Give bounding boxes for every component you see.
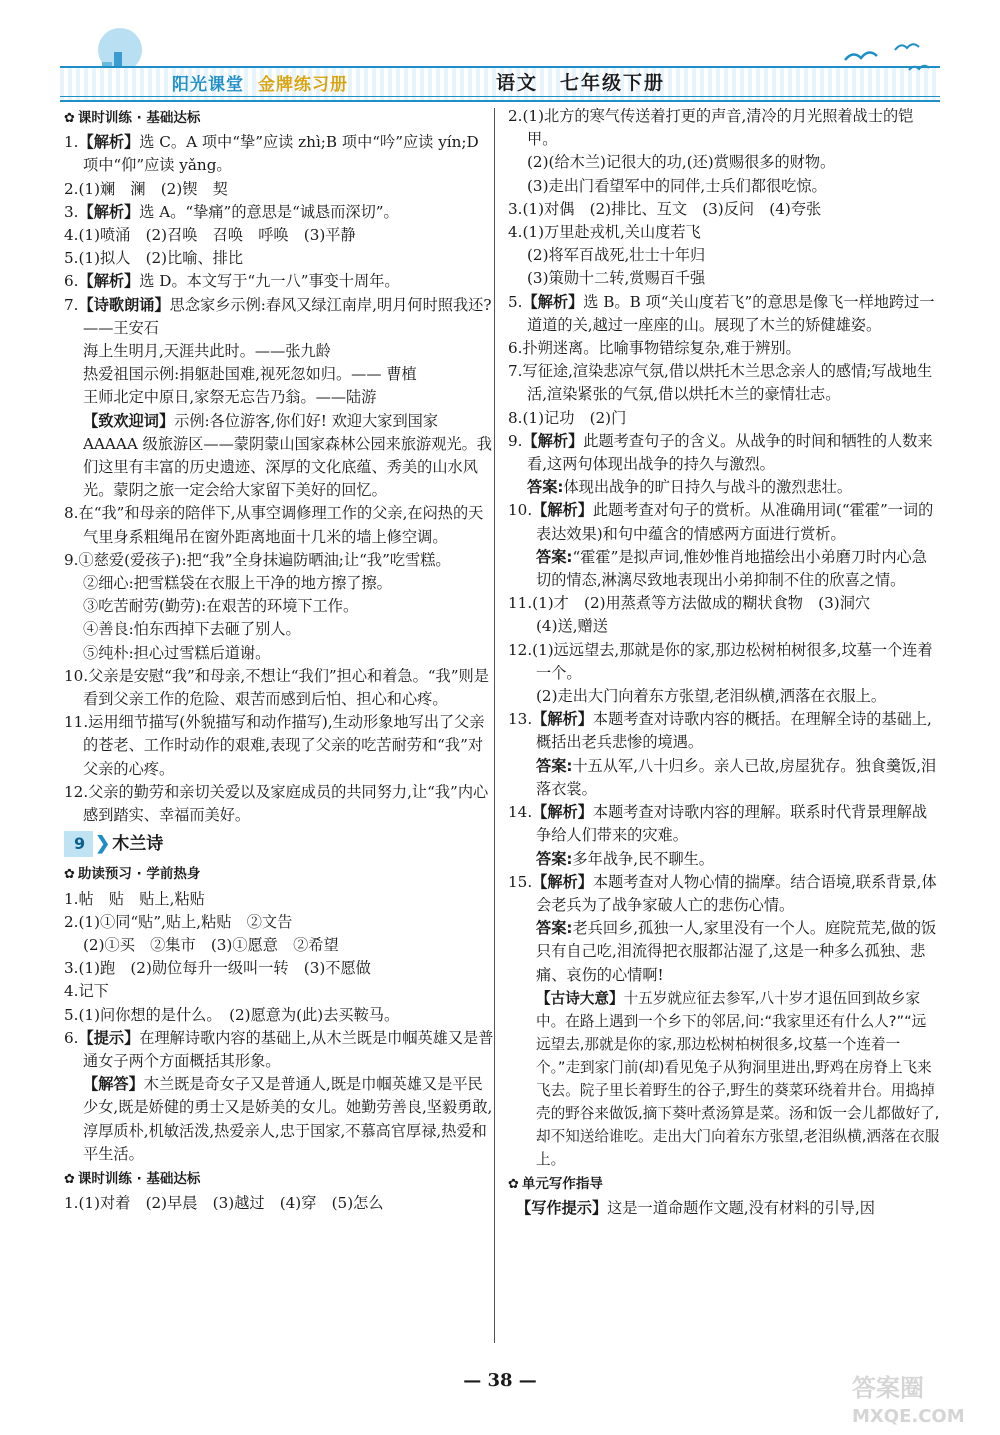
answer-item: 14.【解析】本题考查对诗歌内容的理解。联系时代背景理解战争给人们带来的灾难。 xyxy=(508,803,928,845)
answer-item: 2.(1)北方的寒气传送着打更的声音,清冷的月光照着战士的铠甲。 xyxy=(508,107,914,149)
left-column xyxy=(64,105,496,1215)
answer-line: 【解答】木兰既是奇女子又是普通人,既是巾帼英雄又是平民少女,既是娇健的勇士又是娇美的女儿。她勤劳善良,坚毅勇敢,淳厚质朴,机敏活泼,热爱亲人,忠于国家,不慕高官厚禄,热爱和平生活。 xyxy=(83,1075,493,1163)
answer-item: 4.(1)万里赴戎机,关山度若飞 xyxy=(508,223,701,242)
answer-item: 8.(1)记功 (2)门 xyxy=(508,408,627,427)
answer-line: ③吃苦耐劳(勤劳):在艰苦的环境下工作。 xyxy=(83,597,359,616)
answer-item: 6.【提示】在理解诗歌内容的基础上,从木兰既是巾帼英雄又是普通女子两个方面概括其形象。 xyxy=(64,1028,494,1070)
answer-line: 答案:“霍霍”是拟声词,惟妙惟肖地描绘出小弟磨刀时内心急切的情态,淋漓尽致地表现出小弟抑制不住的欣喜之情。 xyxy=(536,547,927,590)
answer-line: 【致欢迎词】示例:各位游客,你们好! 欢迎大家到国家 AAAAA 级旅游区——蒙阴蒙山国家森林公园来旅游观光。我们这里有丰富的历史遗迹、深厚的文化底蕴、秀美的山水风光。蒙阴之旅一定会给大家留下美好的回忆。 xyxy=(83,411,492,500)
lesson-header xyxy=(64,831,496,859)
answer-item: 6.扑朔迷离。比喻事物错综复杂,难于辨别。 xyxy=(508,339,801,358)
answer-item: 1.(1)对着 (2)早晨 (3)越过 (4)穿 (5)怎么 xyxy=(64,1194,384,1213)
answer-line: 答案:多年战争,民不聊生。 xyxy=(536,849,714,868)
page-header xyxy=(60,18,940,98)
svg-text:MXQE.COM: MXQE.COM xyxy=(852,1406,965,1427)
answer-line: ②细心:把雪糕袋在衣服上干净的地方擦了擦。 xyxy=(83,574,392,593)
answer-item: 3.(1)跑 (2)勋位每升一级叫一转 (3)不愿做 xyxy=(64,959,371,978)
answer-item: 15.【解析】本题考查对人物心情的揣摩。结合语境,联系背景,体会老兵为了战争家破人亡的悲伤心情。 xyxy=(508,872,937,914)
answer-line: 热爱祖国示例:捐躯赴国难,视死忽如归。—— 曹植 xyxy=(83,365,417,384)
answer-line: (3)策勋十二转,赏赐百千强 xyxy=(527,269,706,288)
answer-line: (3)走出门看望军中的同伴,士兵们都很吃惊。 xyxy=(527,176,827,195)
subject-grade: 语文 七年级下册 xyxy=(496,72,666,94)
answer-item: 1.帖 贴 贴上,粘贴 xyxy=(64,889,205,908)
answer-item: 11.(1)才 (2)用蒸煮等方法做成的糊状食物 (3)洞穴 xyxy=(508,594,871,613)
answer-item: 8.在“我”和母亲的陪伴下,从事空调修理工作的父亲,在闷热的天气里身系粗绳吊在窗外距离地面十几米的墙上修空调。 xyxy=(64,504,484,546)
answer-line: (2)①买 ②集市 (3)①愿意 ②希望 xyxy=(83,935,339,954)
right-column xyxy=(508,105,940,1220)
answer-item: 7.【诗歌朗诵】思念家乡示例:春风又绿江南岸,明月何时照我还? ——王安石 xyxy=(64,295,492,337)
poem-translation: 【古诗大意】十五岁就应征去参军,八十岁才退伍回到故乡家中。在路上遇到一个乡下的邻居,问:“我家里还有什么人?”“远远望去,那就是你的家,那边松树柏树很多,坟墓一个连着一个。”走到家门前(却)看见兔子从狗洞里进出,野鸡在房脊上飞来飞去。院子里长着野生的谷子,野生的葵菜环绕着井台。用捣掉壳的野谷来做饭,摘下葵叶煮汤算是菜。汤和饭一会儿都做好了,却不知送给谁吃。走出大门向着东方张望,老泪纵横,洒落在衣服上。 xyxy=(536,989,940,1168)
lesson-number: 9 xyxy=(64,831,93,857)
birds-icon xyxy=(835,38,935,78)
section-icon: ✿ xyxy=(64,1171,75,1187)
answer-item: 1.【解析】选 C。A 项中“挚”应读 zhì;B 项中“吟”应读 yín;D 项中“仰”应读 yǎng。 xyxy=(64,133,479,175)
series-title: 阳光课堂 金牌练习册 xyxy=(172,75,348,95)
answer-item: 2.(1)①同“贴”,贴上,粘贴 ②文告 xyxy=(64,912,293,931)
answer-item: 4.(1)喷涌 (2)召唤 召唤 呼唤 (3)平静 xyxy=(64,226,356,245)
answer-item: 13.【解析】本题考查对诗歌内容的概括。在理解全诗的基础上,概括出老兵悲惨的境遇。 xyxy=(508,710,932,752)
watermark-logo xyxy=(848,1368,988,1428)
answer-item: 9.①慈爱(爱孩子):把“我”全身抹遍防晒油;让“我”吃雪糕。 xyxy=(64,550,451,569)
answer-item: 3.【解析】选 A。“挚痛”的意思是“诚恳而深切”。 xyxy=(64,202,399,221)
answer-item: 12.父亲的勤劳和亲切关爱以及家庭成员的共同努力,让“我”内心感到踏实、幸福而美好。 xyxy=(64,782,489,825)
answer-line: (2)将军百战死,壮士十年归 xyxy=(527,246,706,265)
answer-line: (2)走出大门向着东方张望,老泪纵横,洒落在衣服上。 xyxy=(536,687,887,706)
section-heading: ✿ 课时训练 · 基础达标 xyxy=(64,1170,201,1187)
answer-line: ④善良:怕东西掉下去砸了别人。 xyxy=(83,620,301,639)
answer-item: 10.【解析】此题考查对句子的赏析。从准确用词(“霍霍”一词的表达效果)和句中蕴含的情感两方面进行赏析。 xyxy=(508,501,934,543)
section-heading: ✿ 课时训练 · 基础达标 xyxy=(64,110,201,126)
answer-item: 10.父亲是安慰“我”和母亲,不想让“我们”担心和着急。“我”则是看到父亲工作的危险、艰苦而感到后怕、担心和心疼。 xyxy=(64,666,489,709)
writing-tip: 【写作提示】这是一道命题作文题,没有材料的引导,因 xyxy=(516,1198,875,1217)
section-heading: ✿ 单元写作指导 xyxy=(508,1175,603,1192)
svg-text:答案圈: 答案圈 xyxy=(852,1374,924,1402)
answer-item: 5.(1)拟人 (2)比喻、排比 xyxy=(64,249,244,268)
answer-line: ⑤纯朴:担心过雪糕后道谢。 xyxy=(83,643,271,662)
answer-line: 答案:体现出战争的旷日持久与战斗的激烈悲壮。 xyxy=(527,478,853,497)
section-icon: ✿ xyxy=(64,111,75,126)
answer-item: 6.【解析】选 D。本文写于“九一八”事变十周年。 xyxy=(64,272,400,291)
answer-item: 5.【解析】选 B。B 项“关山度若飞”的意思是像飞一样地跨过一道道的关,越过一座座的山。展现了木兰的矫健雄姿。 xyxy=(508,292,935,334)
section-icon: ✿ xyxy=(64,867,75,883)
section-icon: ✿ xyxy=(508,1176,519,1192)
lesson-title: 木兰诗 xyxy=(112,834,164,855)
page-number: — 38 — xyxy=(463,1370,537,1391)
answer-item: 7.写征途,渲染悲凉气氛,借以烘托木兰思念亲人的感情;写战地生活,渲染紧张的气氛,借以烘托木兰的豪情壮志。 xyxy=(508,362,933,404)
answer-line: 答案:老兵回乡,孤独一人,家里没有一个人。庭院荒芜,做的饭只有自己吃,泪流得把衣服都沾湿了,这是一种多么孤独、悲痛、哀伤的心情啊! xyxy=(536,919,937,984)
answer-item: 2.(1)斓 澜 (2)锲 契 xyxy=(64,179,228,198)
answer-item: 5.(1)问你想的是什么。 (2)愿意为(此)去买鞍马。 xyxy=(64,1005,400,1024)
chevron-right-icon: ❯ xyxy=(95,833,111,855)
answer-line: (4)送,赠送 xyxy=(536,617,608,636)
answer-item: 12.(1)远远望去,那就是你的家,那边松树柏树很多,坟墓一个连着一个。 xyxy=(508,640,933,682)
answer-item: 9.【解析】此题考查句子的含义。从战争的时间和牺牲的人数来看,这两句体现出战争的持久与激烈。 xyxy=(508,431,933,474)
section-heading: ✿ 助读预习 · 学前热身 xyxy=(64,866,201,883)
answer-line: (2)(给木兰)记很大的功,(还)赏赐很多的财物。 xyxy=(527,153,836,172)
answer-item: 3.(1)对偶 (2)排比、互文 (3)反问 (4)夸张 xyxy=(508,199,822,218)
answer-item: 4.记下 xyxy=(64,982,109,1001)
answer-item: 11.运用细节描写(外貌描写和动作描写),生动形象地写出了父亲的苍老、工作时动作的艰难,表现了父亲的吃苦耐劳和“我”对父亲的心疼。 xyxy=(64,713,485,778)
answer-line: 王师北定中原日,家祭无忘告乃翁。——陆游 xyxy=(83,388,377,407)
answer-line: 答案:十五从军,八十归乡。亲人已故,房屋犹存。独食羹饭,泪落衣裳。 xyxy=(536,756,937,798)
answer-line: 海上生明月,天涯共此时。——张九龄 xyxy=(83,342,331,361)
